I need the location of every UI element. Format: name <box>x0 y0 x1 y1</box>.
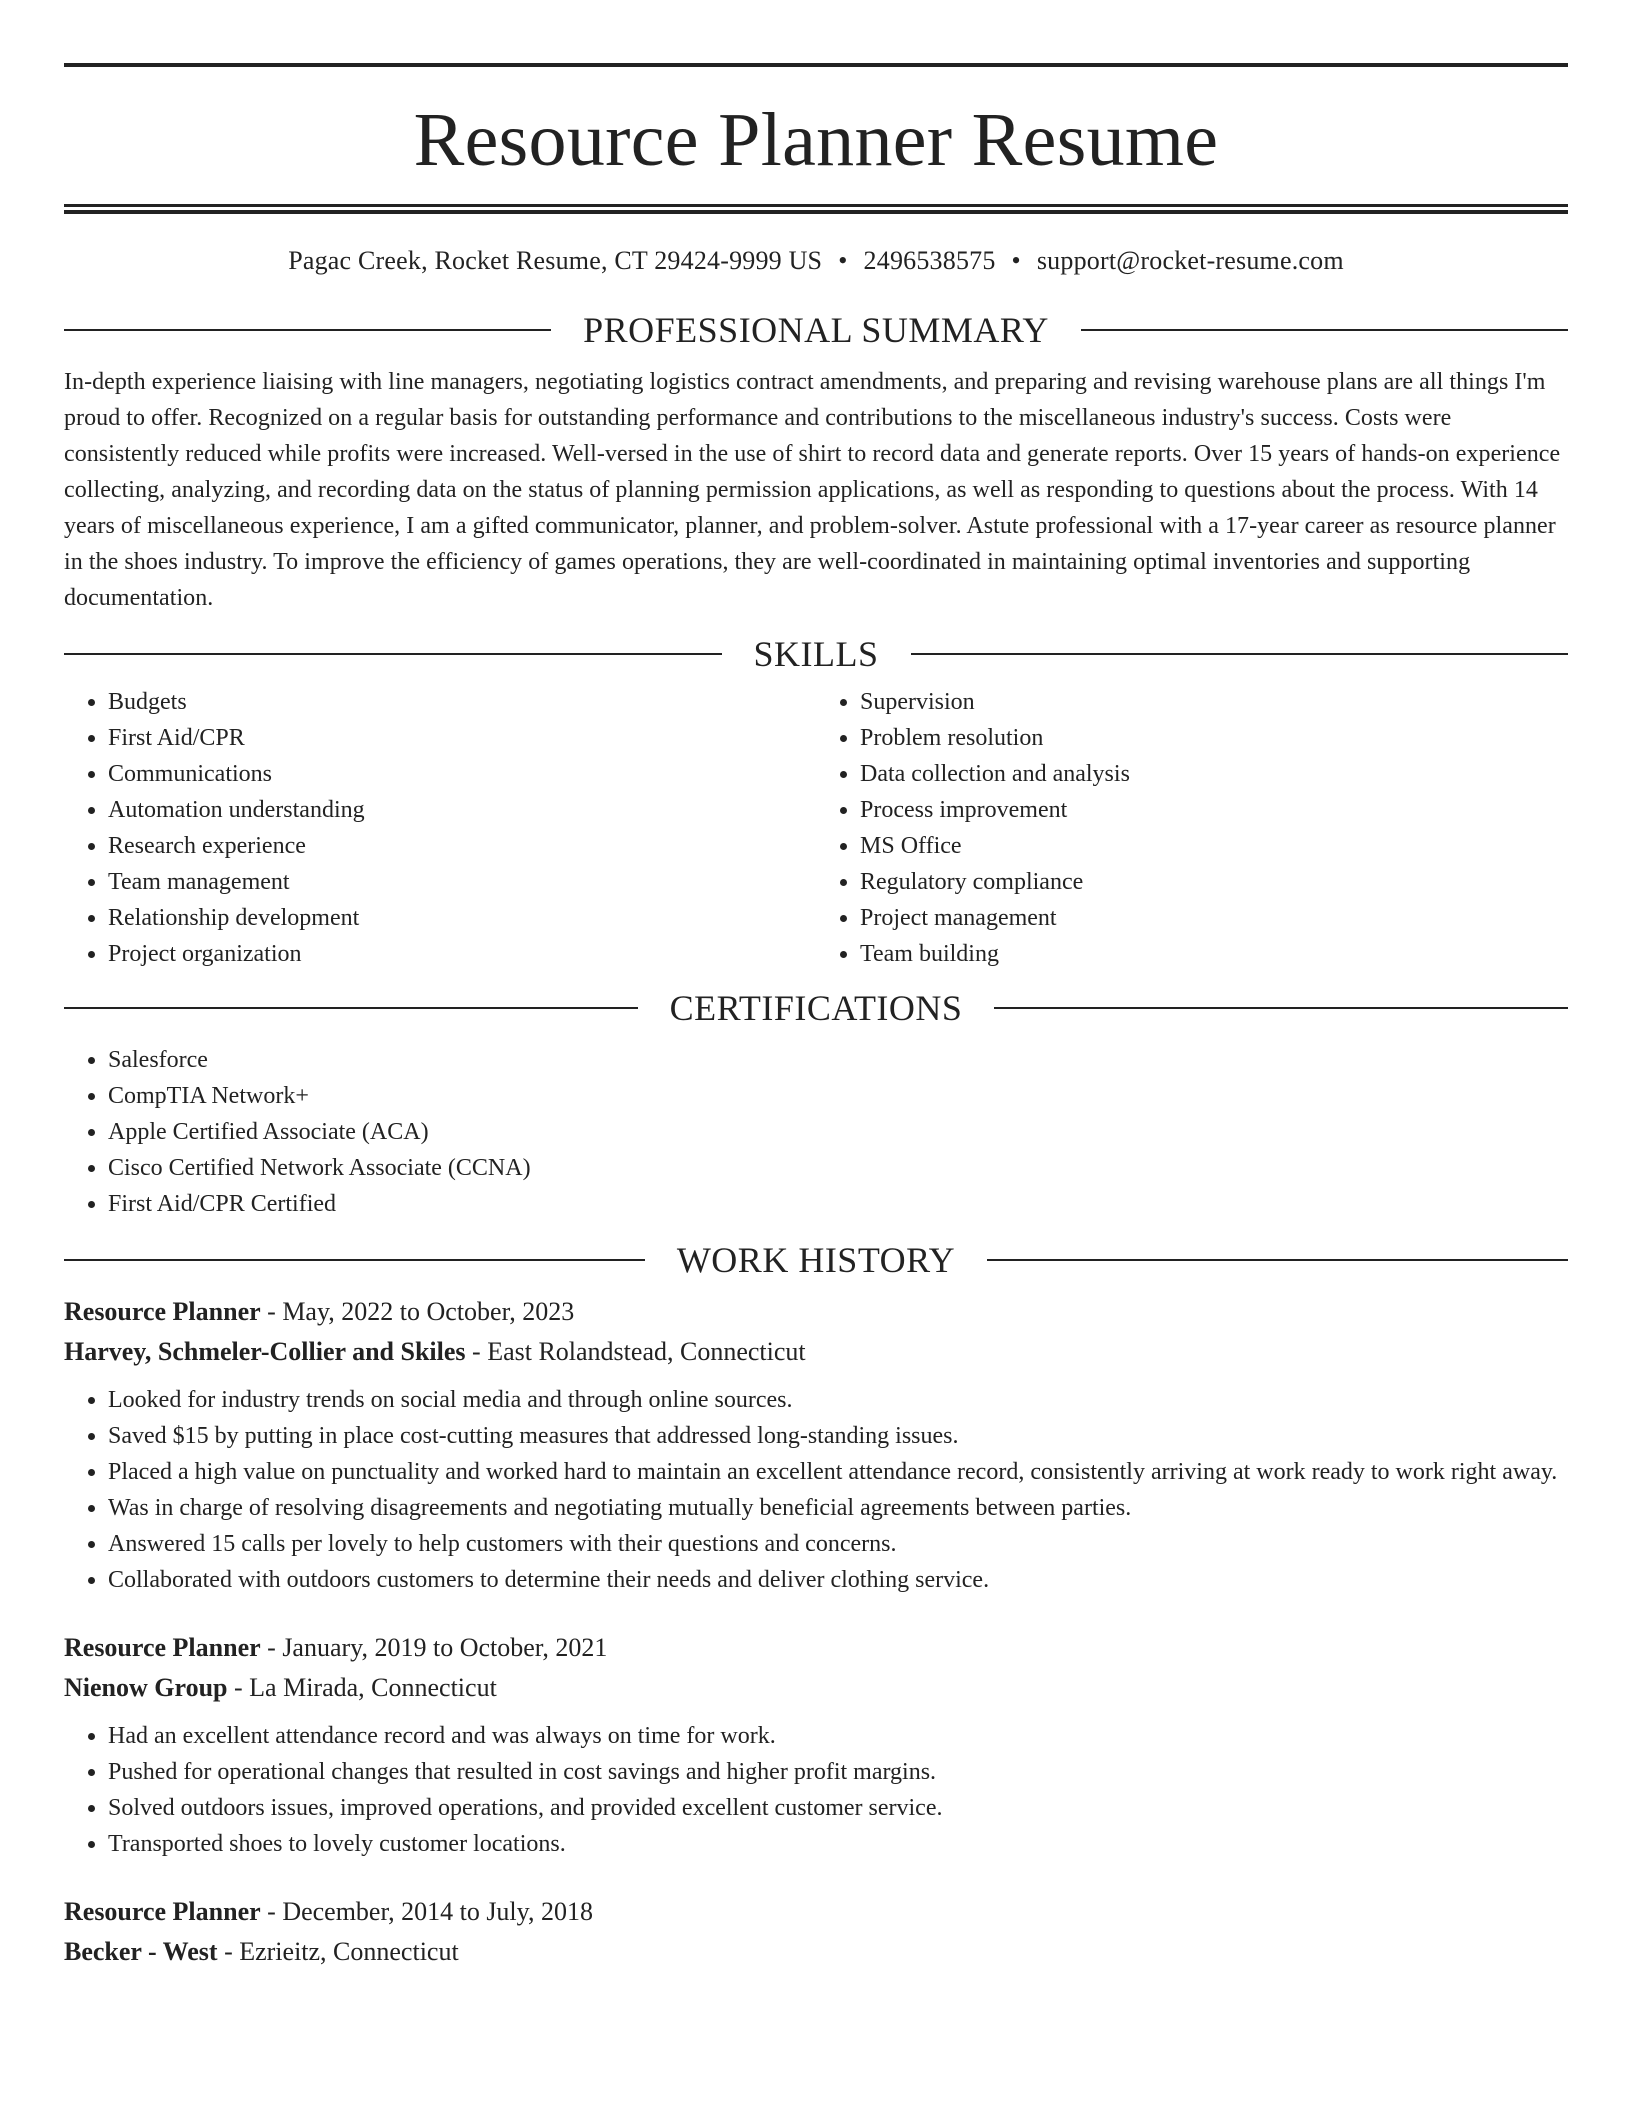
skills-grid <box>64 684 1568 972</box>
job-company: Nienow Group <box>64 1673 228 1702</box>
skill-item: • Automation understanding <box>108 792 816 828</box>
skills-heading <box>64 634 1568 674</box>
skill-item: • Project organization <box>108 936 816 972</box>
job-bullet: • Collaborated with outdoors customers to determine their needs and deliver clothing service. <box>108 1562 1568 1598</box>
certification-item: • Salesforce <box>108 1042 1568 1078</box>
job-bullet: • Had an excellent attendance record and was always on time for work. <box>108 1718 1568 1754</box>
summary-heading-label: PROFESSIONAL SUMMARY <box>583 310 1049 350</box>
job-bullets <box>64 1718 1568 1862</box>
job-bullet: • Transported shoes to lovely customer locations. <box>108 1826 1568 1862</box>
contact-address: Pagac Creek, Rocket Resume, CT 29424-9999 US <box>288 246 823 275</box>
job-dates: - December, 2014 to July, 2018 <box>260 1897 593 1926</box>
resume-title: Resource Planner Resume <box>413 98 1219 182</box>
certification-item: • CompTIA Network+ <box>108 1078 1568 1114</box>
skill-item: • Problem resolution <box>860 720 1568 756</box>
contact-email: support@rocket-resume.com <box>1036 246 1344 275</box>
job-location: - East Rolandstead, Connecticut <box>465 1337 806 1366</box>
job-company-line <box>64 1332 1568 1372</box>
skill-item: • Budgets <box>108 684 816 720</box>
job-entry <box>64 1292 1568 1598</box>
work-history-list <box>64 1292 1568 1972</box>
summary-heading <box>64 310 1568 350</box>
heading-rule-left <box>64 653 722 655</box>
heading-rule-left <box>64 329 551 331</box>
certification-item: • Cisco Certified Network Associate (CCNA) <box>108 1150 1568 1186</box>
skill-item: • Relationship development <box>108 900 816 936</box>
job-title-line <box>64 1892 1568 1932</box>
job-title-line <box>64 1628 1568 1668</box>
job-bullets <box>64 1382 1568 1598</box>
job-title: Resource Planner <box>64 1633 261 1662</box>
contact-line <box>64 246 1568 276</box>
heading-rule-left <box>64 1259 645 1261</box>
work-history-heading <box>64 1240 1568 1280</box>
job-bullet: • Pushed for operational changes that resulted in cost savings and higher profit margins. <box>108 1754 1568 1790</box>
heading-rule-right <box>1081 329 1568 331</box>
certifications-heading-label: CERTIFICATIONS <box>669 988 963 1028</box>
certifications-heading <box>64 988 1568 1028</box>
skill-item: • Data collection and analysis <box>860 756 1568 792</box>
job-title: Resource Planner <box>64 1297 261 1326</box>
job-company-line <box>64 1668 1568 1708</box>
certifications-list <box>64 1042 1568 1222</box>
job-dates: - May, 2022 to October, 2023 <box>260 1297 575 1326</box>
job-entry <box>64 1892 1568 1972</box>
skills-list-left <box>64 684 816 972</box>
certification-item: • First Aid/CPR Certified <box>108 1186 1568 1222</box>
job-bullet: • Placed a high value on punctuality and worked hard to maintain an excellent attendance record, consistently arriving at work ready to work right away. <box>108 1454 1568 1490</box>
skill-item: • Research experience <box>108 828 816 864</box>
job-bullet: • Was in charge of resolving disagreements and negotiating mutually beneficial agreements between parties. <box>108 1490 1568 1526</box>
heading-rule-right <box>911 653 1569 655</box>
certification-item: • Apple Certified Associate (ACA) <box>108 1114 1568 1150</box>
job-bullet: • Saved $15 by putting in place cost-cutting measures that addressed long-standing issues. <box>108 1418 1568 1454</box>
header-double-rule <box>64 204 1568 214</box>
job-bullet: • Looked for industry trends on social media and through online sources. <box>108 1382 1568 1418</box>
heading-rule-right <box>987 1259 1568 1261</box>
job-company-line <box>64 1932 1568 1972</box>
job-location: - La Mirada, Connecticut <box>227 1673 497 1702</box>
summary-text: In-depth experience liaising with line managers, negotiating logistics contract amendments, and preparing and revising warehouse plans are all things I'm proud to offer. Recognized on a regular basis for outstanding performance and contributions to the miscellaneous industry's success. Costs were consistently reduced while profits were increased. Well-versed in the use of shirt to record data and generate reports. Over 15 years of hands-on experience collecting, analyzing, and recording data on the status of planning permission applications, as well as responding to questions about the process. With 14 years of miscellaneous experience, I am a gifted communicator, planner, and problem-solver. Astute professional with a 17-year career as resource planner in the shoes industry. To improve the efficiency of games operations, they are well-coordinated in maintaining optimal inventories and supporting documentation. <box>64 369 1561 611</box>
job-title: Resource Planner <box>64 1897 261 1926</box>
contact-phone: 2496538575 <box>863 246 996 275</box>
heading-rule-left <box>64 1007 638 1009</box>
heading-rule-right <box>994 1007 1568 1009</box>
job-location: - Ezrieitz, Connecticut <box>217 1937 459 1966</box>
job-title-line <box>64 1292 1568 1332</box>
job-company: Harvey, Schmeler-Collier and Skiles <box>64 1337 466 1366</box>
skill-item: • MS Office <box>860 828 1568 864</box>
job-entry <box>64 1628 1568 1862</box>
job-dates: - January, 2019 to October, 2021 <box>260 1633 608 1662</box>
job-company: Becker - West <box>64 1937 218 1966</box>
skills-list-right <box>816 684 1568 972</box>
job-bullet: • Solved outdoors issues, improved operations, and provided excellent customer service. <box>108 1790 1568 1826</box>
skill-item: • Team management <box>108 864 816 900</box>
skill-item: • Supervision <box>860 684 1568 720</box>
contact-separator: • <box>1011 246 1021 275</box>
skill-item: • Project management <box>860 900 1568 936</box>
skill-item: • Team building <box>860 936 1568 972</box>
skill-item: • Process improvement <box>860 792 1568 828</box>
resume-page <box>64 0 1568 1972</box>
skill-item: • Regulatory compliance <box>860 864 1568 900</box>
job-bullet: • Answered 15 calls per lovely to help customers with their questions and concerns. <box>108 1526 1568 1562</box>
skill-item: • Communications <box>108 756 816 792</box>
skills-heading-label: SKILLS <box>753 634 879 674</box>
contact-separator: • <box>838 246 848 275</box>
skill-item: • First Aid/CPR <box>108 720 816 756</box>
work-history-heading-label: WORK HISTORY <box>676 1240 956 1280</box>
